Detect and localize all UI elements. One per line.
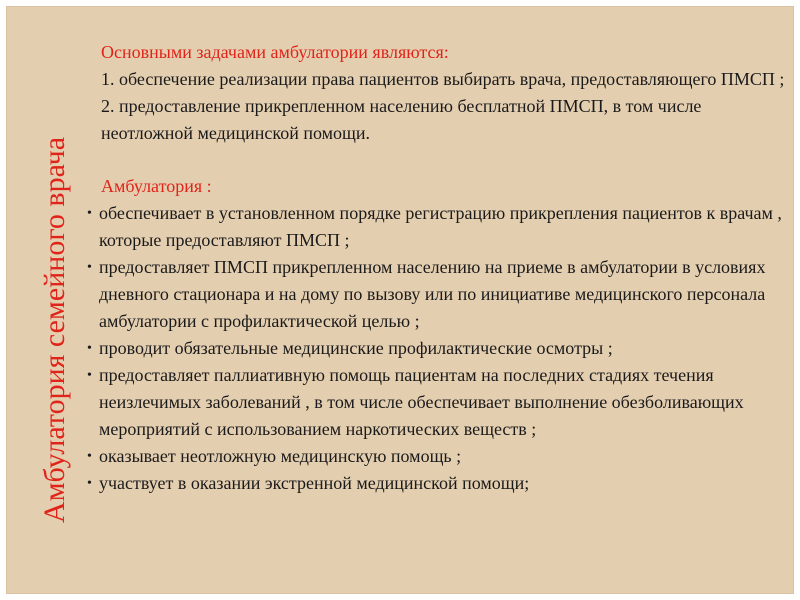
list-item-text: предоставляет ПМСП прикрепленном населению на приеме в амбулатории в условиях дневного стационара и на дому по вызову или по инициативе медицинского персонала амбулатории с профилактической целью ; bbox=[99, 257, 766, 331]
bullet-icon: • bbox=[87, 368, 92, 383]
list-item-text: обеспечивает в установленном порядке регистрацию прикрепления пациентов к врачам , которые предоставляют ПМСП ; bbox=[99, 203, 782, 250]
list-item bbox=[85, 335, 789, 362]
bullet-icon: • bbox=[87, 260, 92, 275]
list-item-text: проводит обязательные медицинские профилактические осмотры ; bbox=[99, 338, 613, 358]
list-item bbox=[85, 254, 789, 335]
tasks-heading: Основными задачами амбулатории являются: bbox=[101, 42, 449, 62]
slide bbox=[6, 6, 794, 594]
task-item-2: 2. предоставление прикрепленном населению бесплатной ПМСП, в том числе неотложной медицинской помощи. bbox=[101, 96, 702, 143]
list-item bbox=[85, 443, 789, 470]
bullet-icon: • bbox=[87, 449, 92, 464]
side-title: Амбулатория семейного врача bbox=[38, 136, 71, 524]
clinic-heading: Амбулатория : bbox=[101, 176, 212, 196]
list-item-text: участвует в оказании экстренной медицинской помощи; bbox=[99, 473, 530, 493]
list-item bbox=[85, 470, 789, 497]
list-item-text: предоставляет паллиативную помощь пациентам на последних стадиях течения неизлечимых заболеваний , в том числе обеспечивает выполнение обезболивающих мероприятий с использованием наркотических веществ ; bbox=[99, 365, 744, 439]
bullet-icon: • bbox=[87, 206, 92, 221]
task-item-1: 1. обеспечение реализации права пациентов выбирать врача, предоставляющего ПМСП ; bbox=[101, 69, 785, 89]
clinic-bullet-list bbox=[85, 200, 789, 497]
spacer bbox=[85, 147, 789, 173]
bullet-icon: • bbox=[87, 476, 92, 491]
list-item bbox=[85, 362, 789, 443]
list-item bbox=[85, 200, 789, 254]
list-item-text: оказывает неотложную медицинскую помощь ; bbox=[99, 446, 462, 466]
bullet-icon: • bbox=[87, 341, 92, 356]
slide-content bbox=[85, 39, 789, 497]
